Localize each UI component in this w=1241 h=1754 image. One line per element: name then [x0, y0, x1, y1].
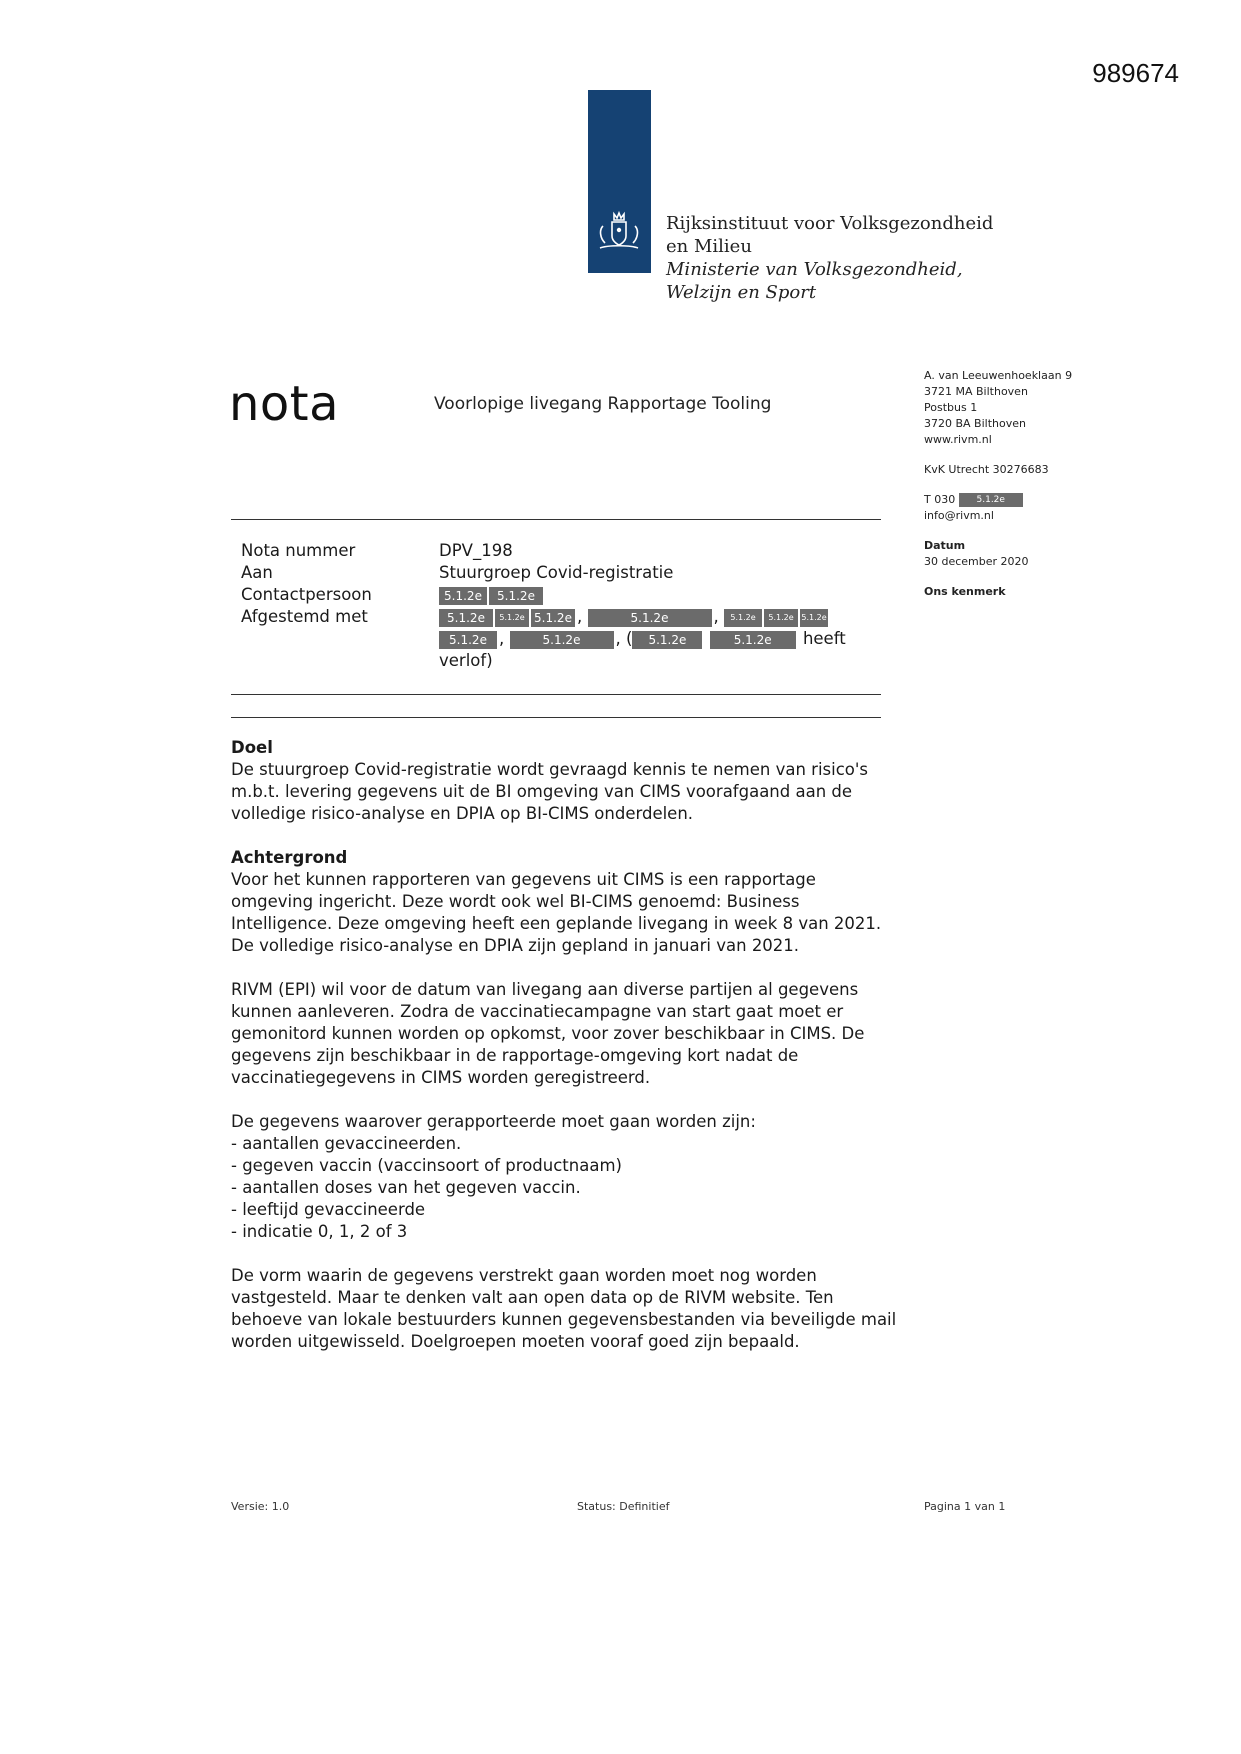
doc-type-title: nota	[229, 376, 340, 432]
address-line: 3720 BA Bilthoven	[924, 417, 1026, 430]
paragraph: RIVM (EPI) wil voor de datum van livegang aan diverse partijen al gegevens kunnen aanleveren. Zodra de vaccinatiecampagne van start gaat moet er gemonitord kunnen worden op opkomst, voor zover beschikbaar in CIMS. De gegevens zijn beschikbaar in de rapportage-omgeving kort nadat de vaccinatiegegevens in CIMS worden geregistreerd.	[231, 980, 865, 1087]
redaction-box: 5.1.2e	[439, 587, 487, 605]
coordinated-with-value: 5.1.2e 5.1.2e 5.1.2e , 5.1.2e , 5.1.2e 5.1.2e 5.1.2e	[439, 606, 859, 628]
section-heading-doel: Doel	[231, 738, 273, 757]
email: info@rivm.nl	[924, 509, 994, 522]
data-list	[231, 1133, 901, 1243]
section-heading-achtergrond: Achtergrond	[231, 848, 348, 867]
org-line-3: Ministerie van Volksgezondheid,	[666, 259, 963, 280]
date-label: Datum	[924, 539, 966, 552]
heeft-text: heeft	[802, 629, 846, 648]
document-number: 989674	[1092, 58, 1179, 88]
address-line: 3721 MA Bilthoven	[924, 385, 1028, 398]
redaction-box: 5.1.2e	[439, 609, 493, 627]
phone-prefix: T 030	[924, 493, 956, 506]
footer-status: Status: Definitief	[577, 1500, 670, 1513]
contact-value	[439, 584, 859, 606]
meta-label: Afgestemd met	[241, 607, 368, 626]
organization-name	[666, 212, 993, 304]
redaction-box: 5.1.2e	[764, 609, 798, 627]
redaction-box: 5.1.2e	[439, 631, 497, 649]
redaction-box: 5.1.2e	[531, 609, 575, 627]
paragraph: Voor het kunnen rapporteren van gegevens uit CIMS is een rapportage omgeving ingericht. Deze wordt ook wel BI-CIMS genoemd: Business Intelligence. Deze omgeving heeft een geplande livegang in week 8 van 2021. De volledige risico-analyse en DPIA zijn gepland in januari van 2021.	[231, 870, 882, 955]
redaction-box: 5.1.2e	[959, 493, 1023, 507]
paragraph: De stuurgroep Covid-registratie wordt gevraagd kennis te nemen van risico's m.b.t. levering gegevens uit de BI omgeving van CIMS voorafgaand aan de volledige risico-analyse en DPIA op BI-CIMS onderdelen.	[231, 760, 869, 823]
sender-sidebar	[924, 368, 1072, 600]
list-item: - aantallen doses van het gegeven vaccin.	[231, 1178, 581, 1197]
redaction-box: 5.1.2e	[632, 631, 702, 649]
redaction-box: 5.1.2e	[588, 609, 712, 627]
divider	[231, 717, 881, 718]
divider	[231, 694, 881, 695]
list-item: - leeftijd gevaccineerde	[231, 1200, 426, 1219]
coordinated-with-cont: 5.1.2e , 5.1.2e , ( 5.1.2e 5.1.2e heeft	[439, 628, 859, 650]
list-intro: De gegevens waarover gerapporteerde moet gaan worden zijn:	[231, 1112, 756, 1131]
meta-labels	[241, 540, 372, 628]
paragraph: De vorm waarin de gegevens verstrekt gaan worden moet nog worden vastgesteld. Maar te denken valt aan open data op de RIVM website. Ten behoeve van lokale bestuurders kunnen gegevensbestanden via beveiligde mail worden uitgewisseld. Doelgroepen moeten vooraf goed zijn bepaald.	[231, 1266, 897, 1351]
list-item: - aantallen gevaccineerden.	[231, 1134, 462, 1153]
meta-label: Contactpersoon	[241, 585, 372, 604]
redaction-box: 5.1.2e	[724, 609, 762, 627]
address-line: A. van Leeuwenhoeklaan 9	[924, 369, 1073, 382]
reference-label: Ons kenmerk	[924, 585, 1006, 598]
meta-label: Aan	[241, 563, 273, 582]
address-line: Postbus 1	[924, 401, 978, 414]
website: www.rivm.nl	[924, 433, 992, 446]
list-item: - indicatie 0, 1, 2 of 3	[231, 1222, 408, 1241]
government-logo	[588, 90, 651, 273]
redaction-box: 5.1.2e	[710, 631, 796, 649]
coat-of-arms-icon	[594, 208, 644, 256]
org-line-2: en Milieu	[666, 236, 752, 257]
footer-version: Versie: 1.0	[231, 1500, 290, 1513]
document-body	[231, 737, 901, 1375]
kvk-number: KvK Utrecht 30276683	[924, 463, 1049, 476]
redaction-box: 5.1.2e	[800, 609, 828, 627]
meta-values	[439, 540, 859, 672]
list-item: - gegeven vaccin (vaccinsoort of productnaam)	[231, 1156, 622, 1175]
divider	[231, 519, 881, 520]
phone-line	[924, 492, 1072, 508]
nota-number-value: DPV_198	[439, 541, 513, 560]
org-line-1: Rijksinstituut voor Volksgezondheid	[666, 213, 994, 234]
footer-page: Pagina 1 van 1	[924, 1500, 1006, 1513]
verlof-text: verlof)	[439, 651, 493, 670]
meta-label: Nota nummer	[241, 541, 356, 560]
doc-subject: Voorlopige livegang Rapportage Tooling	[434, 394, 772, 414]
redaction-box: 5.1.2e	[495, 609, 529, 627]
redaction-box: 5.1.2e	[510, 631, 614, 649]
date-value: 30 december 2020	[924, 555, 1029, 568]
org-line-4: Welzijn en Sport	[666, 282, 817, 303]
redaction-box: 5.1.2e	[489, 587, 543, 605]
recipient-value: Stuurgroep Covid-registratie	[439, 563, 674, 582]
